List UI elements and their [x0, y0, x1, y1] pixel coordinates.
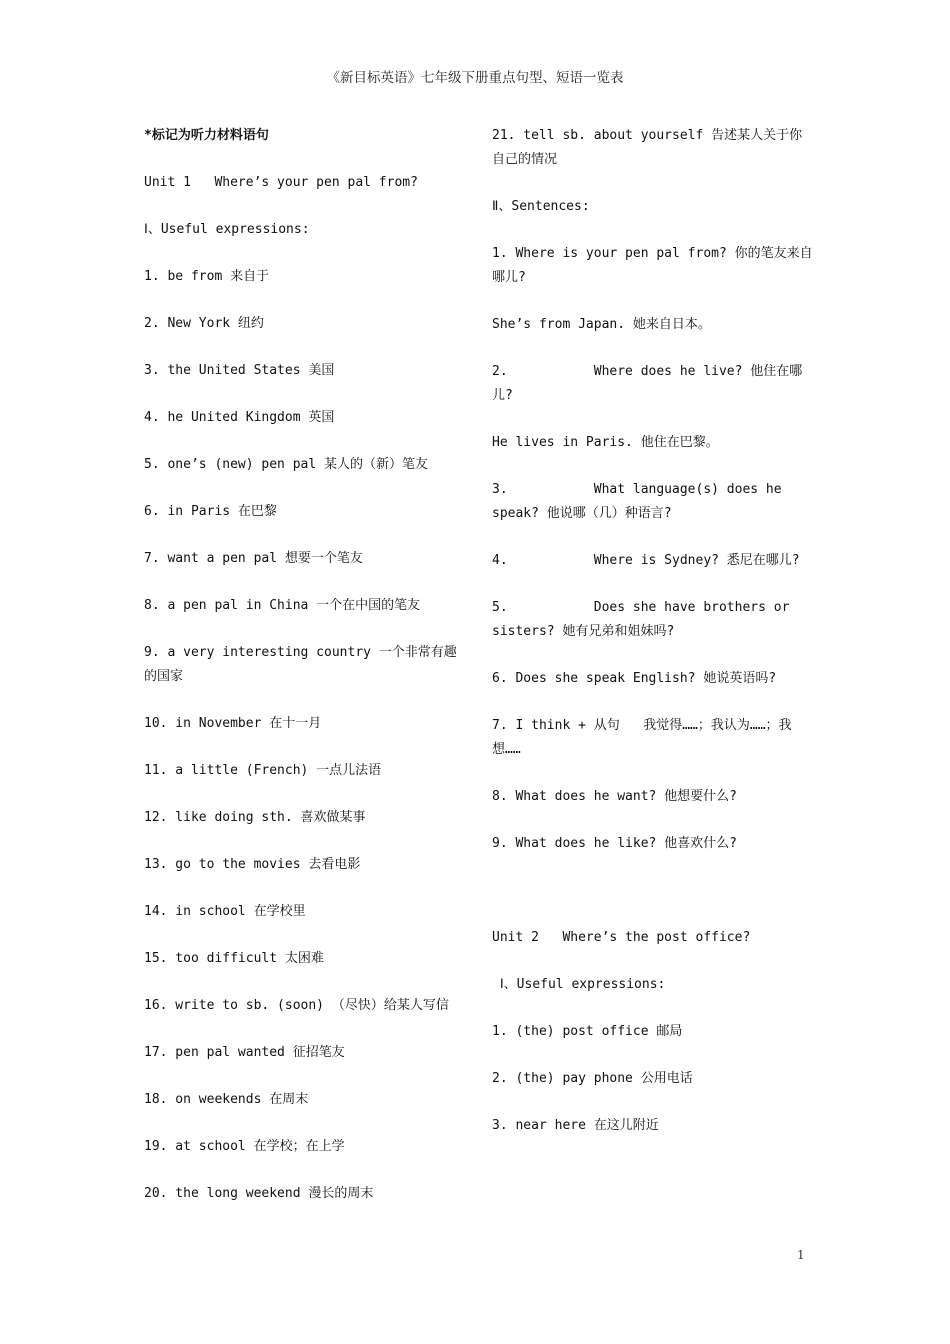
text-line: *标记为听力材料语句 [144, 128, 269, 143]
text-line: Ⅱ、Sentences: [492, 199, 590, 214]
text-line: 12. like doing sth. 喜欢做某事 [144, 810, 366, 825]
text-line: Unit 1 Where’s your pen pal from? [144, 175, 418, 190]
text-line: 1. Where is your pen pal from? 你的笔友来自哪儿? [492, 246, 813, 285]
text-line: 4. he United Kingdom 英国 [144, 410, 335, 425]
text-line: 14. in school 在学校里 [144, 904, 306, 919]
text-line: 5. Does she have brothers or sisters? 她有兄弟和姐妹吗? [492, 600, 798, 639]
text-line: 2. (the) pay phone 公用电话 [492, 1071, 693, 1086]
text-line: 18. on weekends 在周末 [144, 1092, 309, 1107]
text-line: 8. a pen pal in China 一个在中国的笔友 [144, 598, 421, 613]
text-line: 16. write to sb. (soon) （尽快）给某人写信 [144, 998, 449, 1013]
text-line: 7. I think + 从句 我觉得……；我认为……；我想…… [492, 718, 792, 757]
text-line: 20. the long weekend 漫长的周末 [144, 1186, 374, 1201]
text-line: 4. Where is Sydney? 悉尼在哪儿? [492, 553, 800, 568]
text-line: 6. Does she speak English? 她说英语吗? [492, 671, 777, 686]
text-line: 10. in November 在十一月 [144, 716, 322, 731]
text-line: 3. near here 在这儿附近 [492, 1118, 659, 1133]
text-line: 1. (the) post office 邮局 [492, 1024, 683, 1039]
text-line: 8. What does he want? 他想要什么? [492, 789, 738, 804]
text-line: 19. at school 在学校；在上学 [144, 1139, 345, 1154]
text-line: 9. What does he like? 他喜欢什么? [492, 836, 738, 851]
text-line: 2. New York 纽约 [144, 316, 264, 331]
left-column [144, 124, 466, 1229]
text-line: 2. Where does he live? 他住在哪儿? [492, 364, 803, 403]
text-line: 5. one’s (new) pen pal 某人的（新）笔友 [144, 457, 429, 472]
section-spacer [492, 879, 814, 926]
text-line: Ⅰ、Useful expressions: [144, 222, 310, 237]
text-line: 1. be from 来自于 [144, 269, 270, 284]
text-line: She’s from Japan. 她来自日本。 [492, 317, 711, 332]
page-number: 1 [797, 1248, 805, 1262]
page-title: 《新目标英语》七年级下册重点句型、短语一览表 [326, 70, 624, 86]
text-line: 9. a very interesting country 一个非常有趣的国家 [144, 645, 457, 684]
text-line: 21. tell sb. about yourself 告述某人关于你自己的情况 [492, 128, 803, 167]
text-line: 7. want a pen pal 想要一个笔友 [144, 551, 363, 566]
text-line: 15. too difficult 太困难 [144, 951, 324, 966]
text-line: 3. the United States 美国 [144, 363, 335, 378]
right-column-part-a [492, 124, 814, 856]
text-line: Ⅰ、Useful expressions: [492, 977, 666, 992]
text-line: Unit 2 Where’s the post office? [492, 930, 751, 945]
right-column [492, 124, 814, 1161]
right-column-part-b [492, 926, 814, 1138]
text-line: He lives in Paris. 他住在巴黎。 [492, 435, 719, 450]
text-line: 3. What language(s) does he speak? 他说哪（几）种语言? [492, 482, 790, 521]
text-line: 13. go to the movies 去看电影 [144, 857, 361, 872]
text-line: 6. in Paris 在巴黎 [144, 504, 277, 519]
text-line: 11. a little (French) 一点儿法语 [144, 763, 382, 778]
text-line: 17. pen pal wanted 征招笔友 [144, 1045, 345, 1060]
